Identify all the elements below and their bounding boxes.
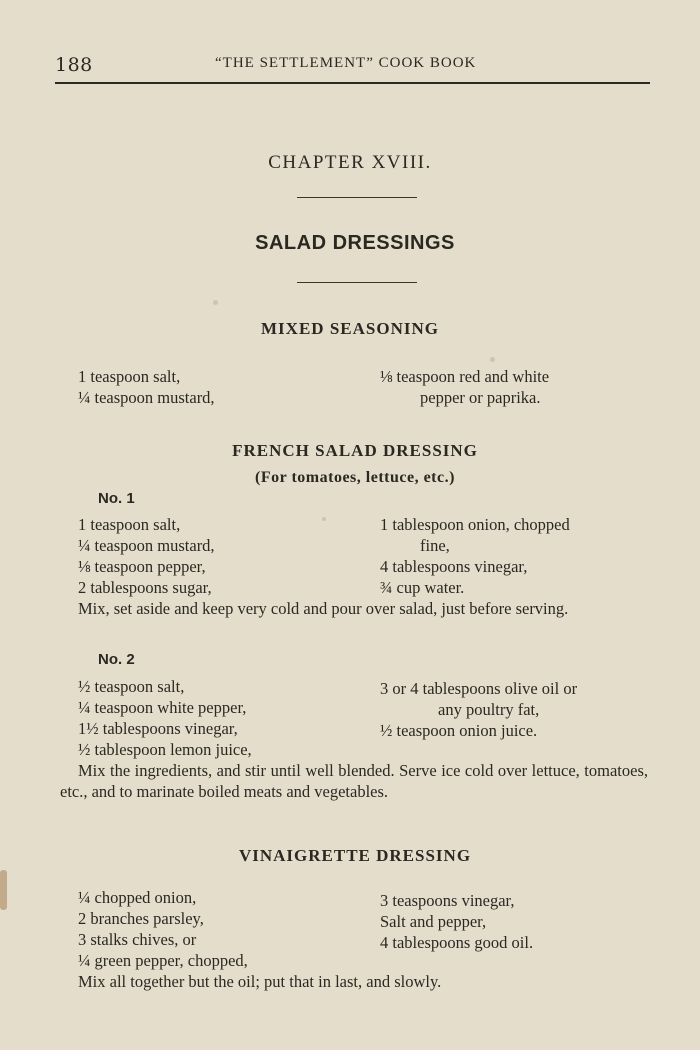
ingredient: 3 stalks chives, or bbox=[78, 930, 197, 949]
ingredient: 2 branches parsley, bbox=[78, 909, 204, 928]
paper-spot bbox=[490, 357, 495, 362]
ingredient: ¼ teaspoon mustard, bbox=[78, 536, 215, 555]
section-rule bbox=[297, 282, 417, 283]
recipe-method: Mix the ingredients, and stir until well blended. Serve ice cold over lettuce, tomatoes, etc., and to marinate boiled meats and vegetables. bbox=[60, 761, 648, 801]
ingredient: Salt and pepper, bbox=[380, 912, 487, 931]
ingredient: ¾ cup water. bbox=[380, 578, 465, 597]
ingredient: any poultry fat, bbox=[438, 700, 540, 719]
header-rule bbox=[55, 82, 650, 84]
ingredient: ¼ green pepper, chopped, bbox=[78, 951, 248, 970]
ingredient: fine, bbox=[420, 536, 450, 555]
ingredient: 4 tablespoons vinegar, bbox=[380, 557, 528, 576]
ingredient: 2 tablespoons sugar, bbox=[78, 578, 212, 597]
ingredient: ¼ teaspoon mustard, bbox=[78, 388, 215, 407]
chapter-heading: CHAPTER XVIII. bbox=[268, 152, 432, 173]
running-title: “THE SETTLEMENT” COOK BOOK bbox=[215, 55, 477, 71]
ingredient: 1 teaspoon salt, bbox=[78, 367, 181, 386]
chapter-rule bbox=[297, 197, 417, 198]
recipe-title-vinaigrette: VINAIGRETTE DRESSING bbox=[238, 846, 472, 865]
page-header bbox=[55, 50, 650, 80]
ingredient: ¼ chopped onion, bbox=[78, 888, 197, 907]
ingredient: ½ tablespoon lemon juice, bbox=[78, 740, 252, 759]
recipe-method: Mix, set aside and keep very cold and pour over salad, just before serving. bbox=[78, 599, 569, 618]
ingredient: ½ teaspoon salt, bbox=[78, 677, 185, 696]
variant-label: No. 1 bbox=[98, 490, 135, 507]
ingredient: 1 teaspoon salt, bbox=[78, 515, 181, 534]
ingredient: ⅛ teaspoon red and white bbox=[380, 367, 550, 386]
ingredient: 4 tablespoons good oil. bbox=[380, 933, 534, 952]
recipe-subtitle: (For tomatoes, lettuce, etc.) bbox=[255, 469, 455, 486]
ingredient: 1½ tablespoons vinegar, bbox=[78, 719, 238, 738]
ingredient: ½ teaspoon onion juice. bbox=[380, 721, 538, 740]
recipe-method: Mix all together but the oil; put that in last, and slowly. bbox=[78, 972, 442, 991]
paper-edge-mark bbox=[0, 870, 7, 910]
variant-label: No. 2 bbox=[98, 651, 135, 668]
ingredient: 1 tablespoon onion, chopped bbox=[380, 515, 570, 534]
ingredient: 3 teaspoons vinegar, bbox=[380, 891, 515, 910]
paper-spot bbox=[322, 517, 326, 521]
page-number: 188 bbox=[55, 54, 93, 76]
ingredient: ¼ teaspoon white pepper, bbox=[78, 698, 247, 717]
paper-spot bbox=[213, 300, 218, 305]
ingredient: ⅛ teaspoon pepper, bbox=[78, 557, 206, 576]
recipe-title-mixed-seasoning: MIXED SEASONING bbox=[261, 319, 439, 338]
ingredient: 3 or 4 tablespoons olive oil or bbox=[380, 679, 578, 698]
section-title: SALAD DRESSINGS bbox=[255, 232, 455, 254]
ingredient: pepper or paprika. bbox=[420, 388, 541, 407]
recipe-title-french-dressing: FRENCH SALAD DRESSING bbox=[232, 441, 478, 460]
